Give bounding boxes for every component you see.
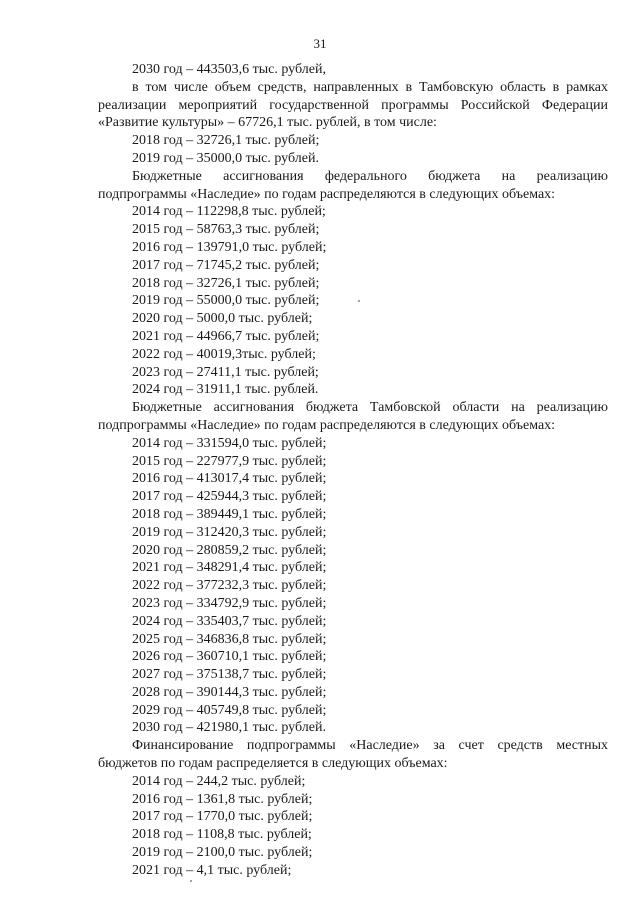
list-line: 2014 год – 244,2 тыс. рублей;: [132, 773, 306, 789]
regional-program-lines: [98, 132, 608, 168]
list-line: 2021 год – 348291,4 тыс. рублей;: [132, 560, 327, 576]
list-line: 2019 год – 2100,0 тыс. рублей;: [132, 845, 313, 861]
paragraph-tambov-budget: Бюджетные ассигнования бюджета Тамбовской области на реализацию подпрограммы «Наследие» по годам распределяются в следующих объемах:: [98, 400, 608, 433]
list-line: 2022 год – 40019,3тыс. рублей;: [132, 346, 316, 362]
paragraph-regional-program: в том числе объем средств, направленных в Тамбовскую область в рамках реализации мероприятий государственной программы Российской Федерации «Развитие культуры» – 67726,1 тыс. рублей, в том числе:: [98, 79, 608, 131]
list-line: 2024 год – 335403,7 тыс. рублей;: [132, 613, 327, 629]
list-line: 2016 год – 1361,8 тыс. рублей;: [132, 791, 313, 807]
list-line: 2028 год – 390144,3 тыс. рублей;: [132, 684, 327, 700]
list-line: 2023 год – 27411,1 тыс. рублей;: [132, 364, 319, 380]
tambov-budget-lines: [98, 435, 608, 738]
list-line: 2017 год – 1770,0 тыс. рублей;: [132, 809, 313, 825]
document-body: [98, 61, 608, 880]
list-line: 2030 год – 443503,6 тыс. рублей,: [132, 62, 326, 77]
paragraph-local-budget: Финансирование подпрограммы «Наследие» за счет средств местных бюджетов по годам распределяется в следующих объемах:: [98, 738, 608, 772]
list-line: 2023 год – 334792,9 тыс. рублей;: [132, 595, 327, 611]
list-line: 2025 год – 346836,8 тыс. рублей;: [132, 631, 327, 647]
list-line: 2019 год – 35000,0 тыс. рублей.: [132, 150, 319, 166]
list-line: 2020 год – 280859,2 тыс. рублей;: [132, 542, 327, 558]
list-line: 2026 год – 360710,1 тыс. рублей;: [132, 649, 327, 665]
paragraph-federal-budget: Бюджетные ассигнования федерального бюджета на реализацию подпрограммы «Наследие» по годам распределяются в следующих объемах:: [98, 168, 608, 202]
scan-speck: [358, 300, 360, 302]
list-line: 2019 год – 312420,3 тыс. рублей;: [132, 524, 327, 540]
list-line: 2018 год – 1108,8 тыс. рублей;: [132, 827, 312, 843]
top-lines: [98, 61, 608, 79]
federal-budget-lines: [98, 203, 608, 399]
list-line: 2020 год – 5000,0 тыс. рублей;: [132, 311, 313, 327]
scan-speck: [190, 880, 192, 882]
list-line: 2018 год – 32726,1 тыс. рублей;: [132, 133, 320, 149]
list-line: 2016 год – 413017,4 тыс. рублей;: [132, 471, 327, 487]
page-number: 31: [313, 36, 327, 51]
list-line: 2024 год – 31911,1 тыс. рублей.: [132, 382, 319, 398]
list-line: 2019 год – 55000,0 тыс. рублей;: [132, 293, 320, 309]
list-line: 2021 год – 4,1 тыс. рублей;: [132, 862, 292, 878]
list-line: 2022 год – 377232,3 тыс. рублей;: [132, 578, 327, 594]
list-line: 2018 год – 389449,1 тыс. рублей;: [132, 506, 327, 522]
list-line: 2027 год – 375138,7 тыс. рублей;: [132, 667, 327, 683]
list-line: 2017 год – 425944,3 тыс. рублей;: [132, 489, 327, 505]
list-line: 2017 год – 71745,2 тыс. рублей;: [132, 257, 320, 273]
list-line: 2015 год – 227977,9 тыс. рублей;: [132, 453, 327, 469]
list-line: 2029 год – 405749,8 тыс. рублей;: [132, 702, 327, 718]
list-line: 2015 год – 58763,3 тыс. рублей;: [132, 222, 320, 238]
list-line: 2021 год – 44966,7 тыс. рублей;: [132, 328, 320, 344]
list-line: 2016 год – 139791,0 тыс. рублей;: [132, 239, 327, 255]
list-line: 2018 год – 32726,1 тыс. рублей;: [132, 275, 320, 291]
list-line: 2030 год – 421980,1 тыс. рублей.: [132, 720, 326, 736]
local-budget-lines: [98, 773, 608, 880]
list-line: 2014 год – 331594,0 тыс. рублей;: [132, 435, 327, 451]
list-line: 2014 год – 112298,8 тыс. рублей;: [132, 204, 326, 220]
